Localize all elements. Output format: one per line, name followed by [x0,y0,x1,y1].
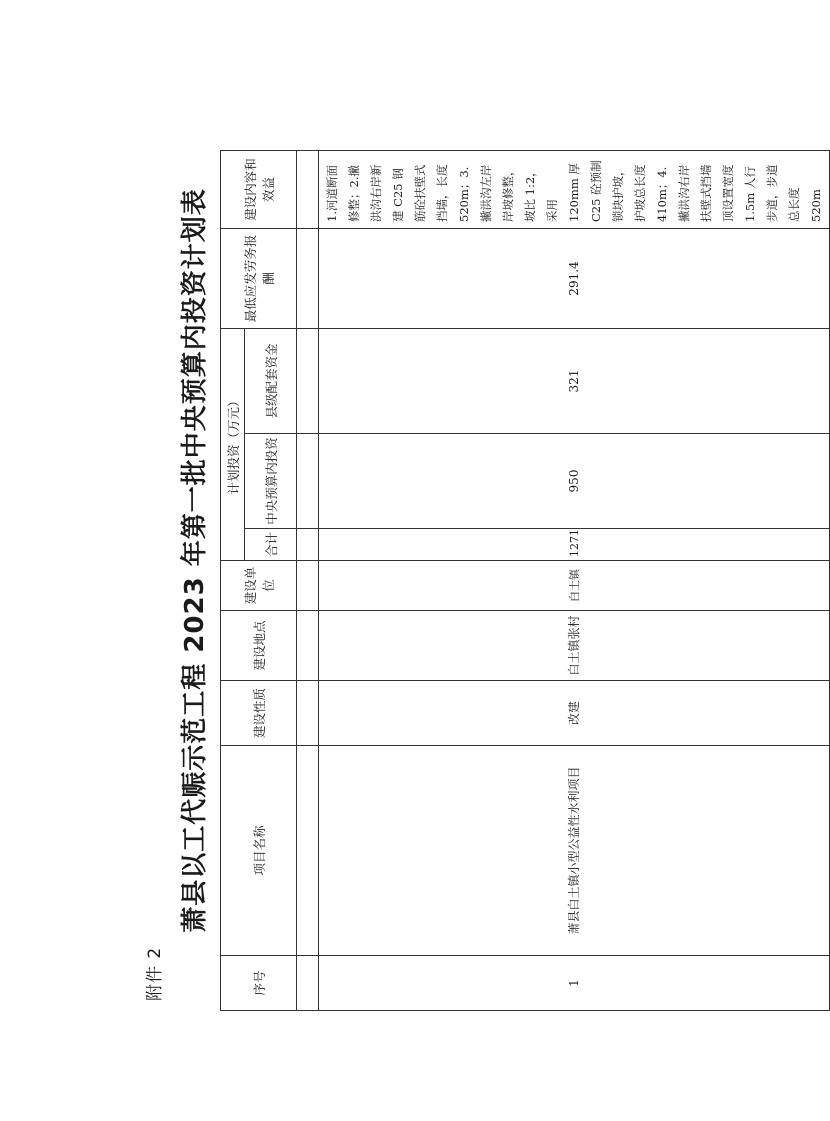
investment-plan-table [220,150,830,1011]
page-title: 萧县以工代赈示范工程 2023 年第一批中央预算内投资计划表 [180,188,210,933]
cell-project-name: 萧县白土镇小型公益性水利项目 [319,746,830,956]
header-project-name: 项目名称 [221,746,297,956]
header-county: 县级配套资金 [245,329,297,434]
attachment-label: 附件 2 [145,946,165,1001]
cell-location: 白土镇张村 [319,611,830,681]
cell-county: 321 [319,329,830,434]
cell-seq: 1 [319,956,830,1011]
header-content: 建设内容和效益 [221,151,297,229]
cell-content: 1.河道断面修整；2.撇洪沟右岸新建 C25 钢筋砼扶壁式挡墙，长度 520m；3.撇洪沟左岸岸坡修整，坡比 1:2，采用 120mm 厚 C25 砼预制锁块护坡，护坡总长度 410m；4.撇洪沟右岸扶壁式挡墙顶设置宽度 1.5m 人行步道，步道总长度 520m [319,151,830,229]
header-unit: 建设单位 [221,561,297,611]
header-location: 建设地点 [221,611,297,681]
cell-labor: 291.4 [319,229,830,329]
table-row [319,151,830,1011]
header-plan-investment: 计划投资（万元） [221,329,245,561]
header-seq: 序号 [221,956,297,1011]
header-total: 合计 [245,529,297,561]
header-central: 中央预算内投资 [245,434,297,529]
cell-total: 1271 [319,529,830,561]
cell-central: 950 [319,434,830,529]
header-labor: 最低应发劳务报酬 [221,229,297,329]
cell-unit: 白土镇 [319,561,830,611]
cell-nature: 改建 [319,681,830,746]
header-nature: 建设性质 [221,681,297,746]
